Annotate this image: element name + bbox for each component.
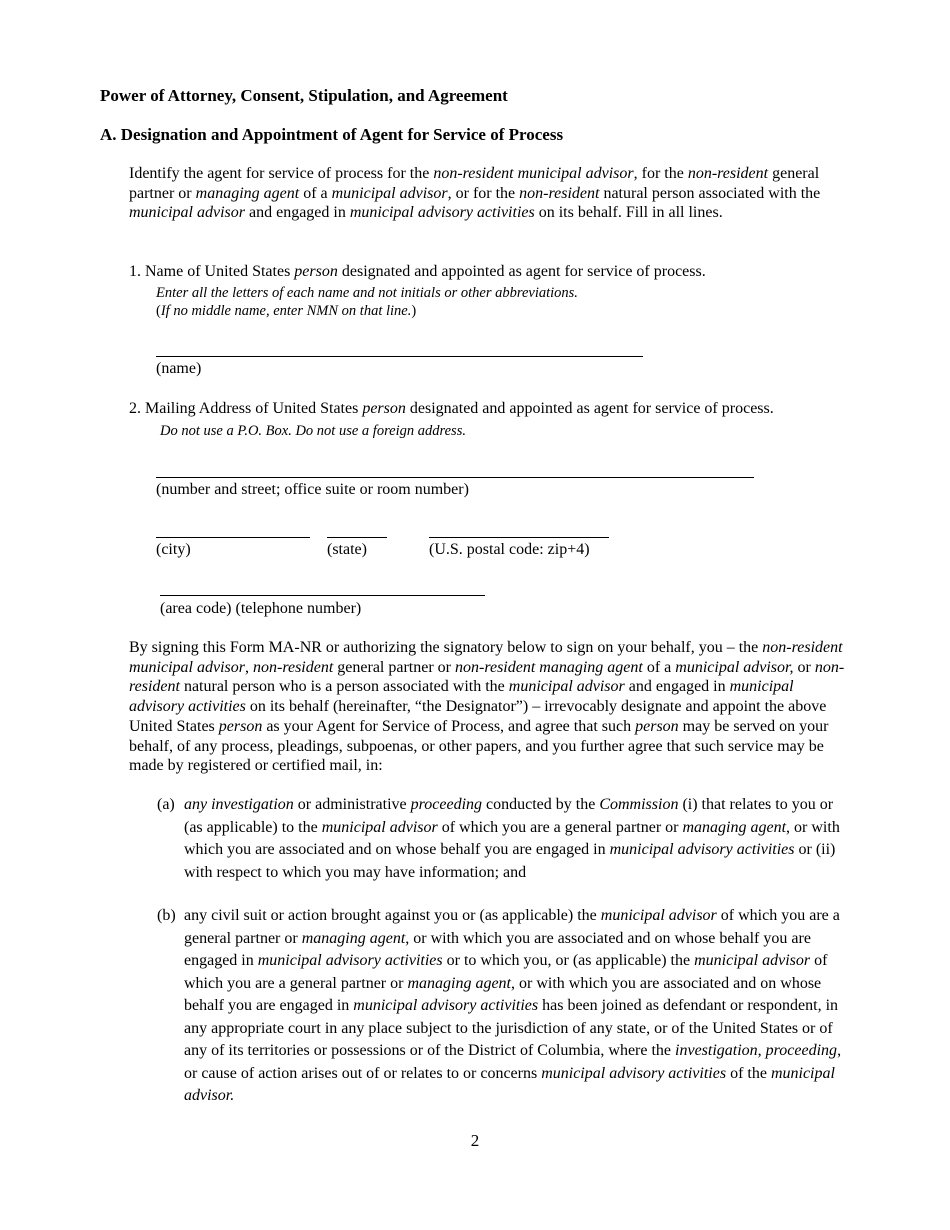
item-1-note-middle-name: (If no middle name, enter NMN on that line.) <box>156 303 417 319</box>
list-item-a-text: any investigation or administrative proceeding conducted by the Commission (i) that relates to you or (as applicable) to the municipal advisor of which you are a general partner or managing agent, or with which you are associated and on whose behalf you are engaged in municipal advisory activities or (ii) with respect to which you may have information; and <box>184 796 840 881</box>
phone-field-line[interactable] <box>160 595 485 596</box>
list-item-b-text: any civil suit or action brought against you or (as applicable) the municipal advisor of which you are a general partner or managing agent, or with which you are associated and on whose behalf you are engaged in municipal advisory activities or to which you, or (as applicable) the municipal advisor of which you are a general partner or managing agent, or with which you are associated and on whose behalf you are engaged in municipal advisory activities has been joined as defendant or respondent, in any appropriate court in any place subject to the jurisdiction of any state, or of the United States or of any of its territories or possessions or of the District of Columbia, where the investigation, proceeding, or cause of action arises out of or relates to or concerns municipal advisory activities of the municipal advisor. <box>184 907 842 1104</box>
zip-field-line[interactable] <box>429 537 609 538</box>
state-field-label: (state) <box>327 541 367 558</box>
name-field-label: (name) <box>156 360 202 377</box>
state-field-line[interactable] <box>327 537 387 538</box>
item-1-note-letters: Enter all the letters of each name and not initials or other abbreviations. <box>156 285 578 301</box>
list-item-b-marker: (b) <box>157 907 176 924</box>
phone-field-label: (area code) (telephone number) <box>160 600 362 617</box>
name-field-line[interactable] <box>156 356 643 357</box>
city-field-label: (city) <box>156 541 191 558</box>
item-1-instruction: 1. Name of United States person designated and appointed as agent for service of process. <box>129 263 706 280</box>
item-2-note: Do not use a P.O. Box. Do not use a foreign address. <box>160 423 466 439</box>
section-a-intro: Identify the agent for service of process for the non-resident municipal advisor, for the non-resident general partner or managing agent of a municipal advisor, or for the non-resident natural person associated with the municipal advisor and engaged in municipal advisory activities on its behalf. Fill in all lines. <box>129 165 821 222</box>
zip-field-label: (U.S. postal code: zip+4) <box>429 541 590 558</box>
list-item-a <box>157 794 852 884</box>
city-field-line[interactable] <box>156 537 310 538</box>
document-title: Power of Attorney, Consent, Stipulation, and Agreement <box>100 86 508 105</box>
signing-paragraph: By signing this Form MA-NR or authorizing the signatory below to sign on your behalf, you – the non-resident municipal advisor, non-resident general partner or non-resident managing agent of a municipal advisor, or non-resident natural person who is a person associated with the municipal advisor and engaged in municipal advisory activities on its behalf (hereinafter, “the Designator”) – irrevocably designate and appoint the above United States person as your Agent for Service of Process, and agree that such person may be served on your behalf, of any process, pleadings, subpoenas, or other papers, and you further agree that such service may be made by registered or certified mail, in: <box>129 639 845 775</box>
list-item-b <box>157 905 852 1108</box>
street-field-line[interactable] <box>156 477 754 478</box>
page-number: 2 <box>470 1131 480 1150</box>
list-item-a-marker: (a) <box>157 796 175 813</box>
item-2-instruction: 2. Mailing Address of United States person designated and appointed as agent for service of process. <box>129 400 774 417</box>
street-field-label: (number and street; office suite or room number) <box>156 481 469 498</box>
section-a-heading: A. Designation and Appointment of Agent for Service of Process <box>100 125 564 144</box>
